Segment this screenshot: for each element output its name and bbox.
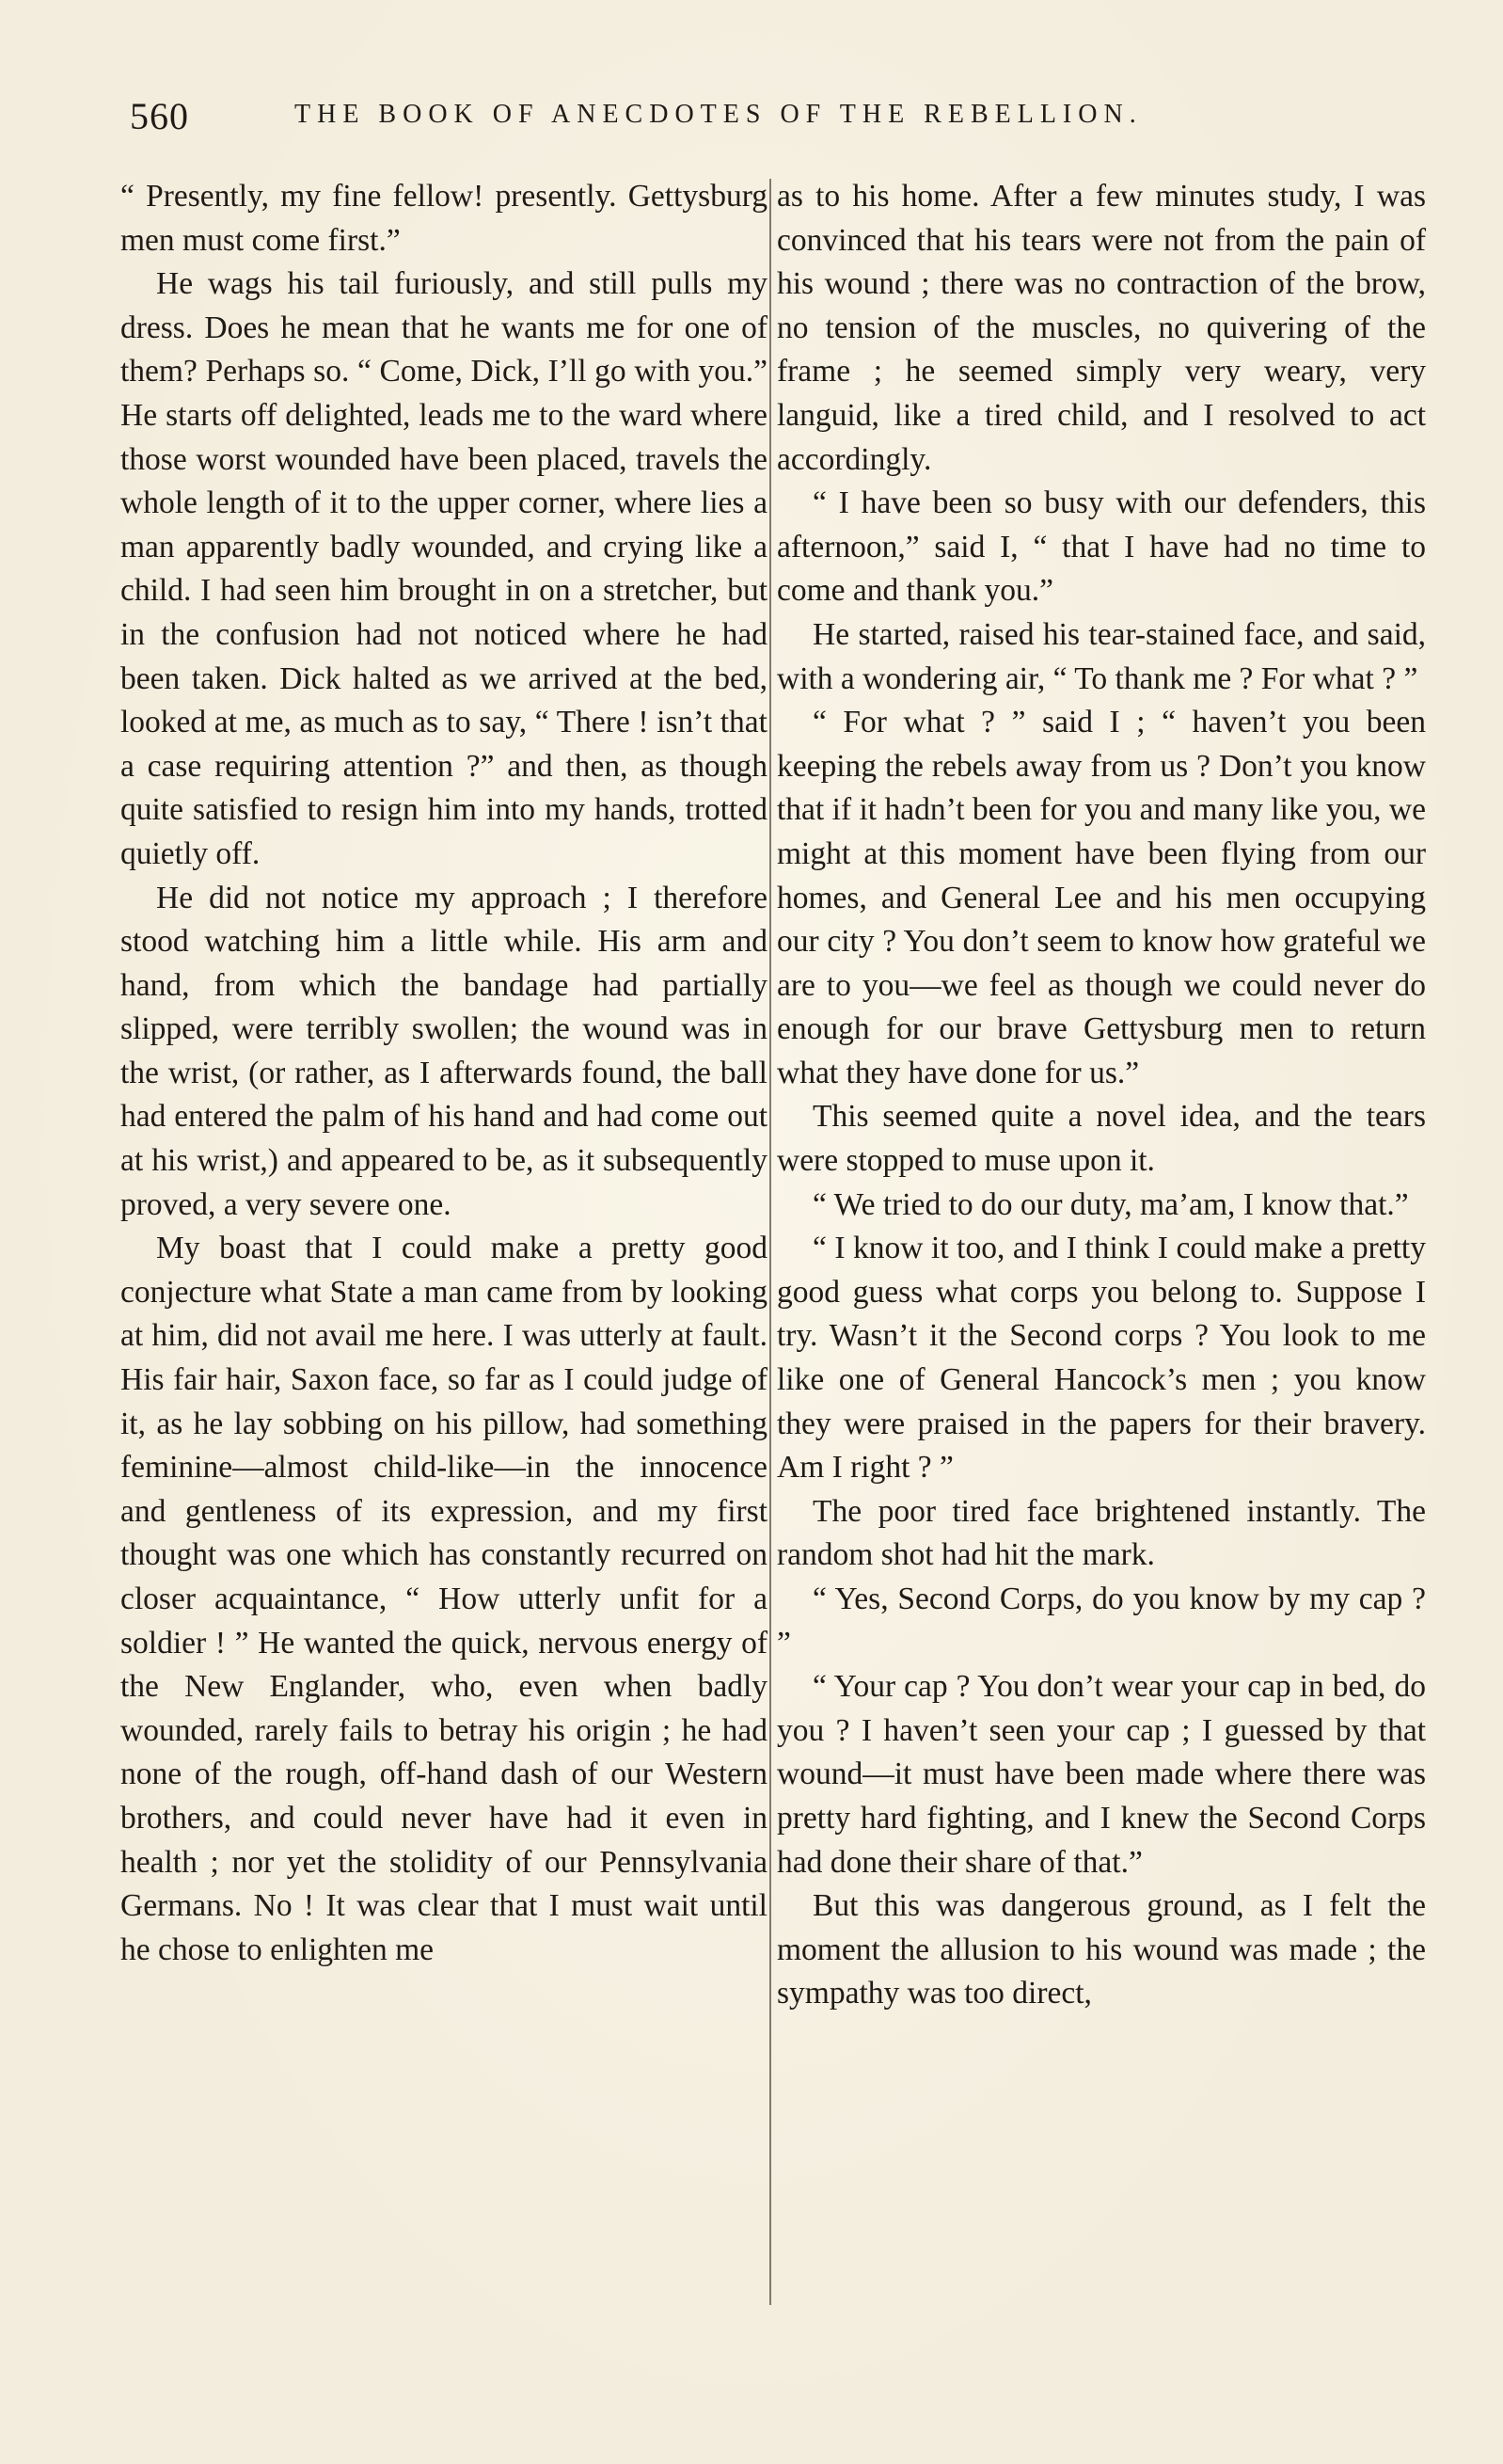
paragraph: “ Your cap ? You don’t wear your cap in bed, do you ? I haven’t seen your cap ; I guessed by that wound—it must have been made where there was pretty hard fighting, and I knew the Second Corps had done their share of that.” — [777, 1669, 1426, 1880]
paragraph: But this was dangerous ground, as I felt the moment the allusion to his wound was made ; the sympathy was too direct, — [777, 1888, 1426, 2011]
right-column — [777, 175, 1426, 2016]
paragraph: “ Yes, Second Corps, do you know by my cap ? ” — [777, 1582, 1426, 1661]
paragraph: as to his home. After a few minutes study, I was convinced that his tears were not from the pain of his wound ; there was no contraction of the brow, no tension of the muscles, no quivering of the frame ; he seemed simply very weary, very languid, like a tired child, and I resolved to act accordingly. — [777, 179, 1426, 477]
paragraph: This seemed quite a novel idea, and the tears were stopped to muse upon it. — [777, 1099, 1426, 1179]
paragraph: He started, raised his tear-stained face, and said, with a wondering air, “ To thank me ? For what ? ” — [777, 616, 1426, 696]
left-column — [120, 175, 767, 1972]
running-title: THE BOOK OF ANECDOTES OF THE REBELLION. — [294, 100, 1143, 129]
paragraph: “ I know it too, and I think I could make a pretty good guess what corps you belong to. Suppose I try. Wasn’t it the Second corps ? You look to me like one of General Hancock’s men ; you know they were praised in the papers for their bravery. Am I right ? ” — [777, 1231, 1426, 1486]
page-number: 560 — [130, 95, 189, 137]
paragraph: He did not notice my approach ; I therefore stood watching him a little while. His arm and hand, from which the bandage had partially slipped, were terribly swollen; the wound was in the wrist, (or rather, as I afterwards found, the ball had entered the palm of his hand and had come out at his wrist,) and appeared to be, as it subsequently proved, a very severe one. — [120, 880, 767, 1222]
column-divider — [769, 179, 771, 2305]
paragraph: The poor tired face brightened instantly. The random shot had hit the mark. — [777, 1493, 1426, 1573]
paragraph: “ Presently, my fine fellow! presently. Gettysburg men must come first.” — [120, 179, 767, 258]
paragraph: My boast that I could make a pretty good conjecture what State a man came from by looking at him, did not avail me here. I was utterly at fault. His fair hair, Saxon face, so far as I could judge of it, as he lay sobbing on his pillow, had something feminine—almost child-like—in the innocence and gentleness of its expression, and my first thought was one which has constantly recurred on closer acquaintance, “ How utterly unfit for a soldier ! ” He wanted the quick, nervous energy of the New Englander, who, even when badly wounded, rarely fails to betray his origin ; he had none of the rough, off-hand dash of our Western brothers, and could never have had it even in health ; nor yet the stolidity of our Pennsylvania Germans. No ! It was clear that I must wait until he chose to enlighten me — [120, 1231, 767, 1967]
paragraph: He wags his tail furiously, and still pulls my dress. Does he mean that he wants me for one of them? Perhaps so. “ Come, Dick, I’ll go with you.” He starts off delighted, leads me to the ward where those worst wounded have been placed, travels the whole length of it to the upper corner, where lies a man apparently badly wounded, and crying like a child. I had seen him brought in on a stretcher, but in the confusion had not noticed where he had been taken. Dick halted as we arrived at the bed, looked at me, as much as to say, “ There ! isn’t that a case requiring attention ?” and then, as though quite satisfied to resign him into my hands, trotted quietly off. — [120, 266, 767, 871]
paragraph: “ For what ? ” said I ; “ haven’t you been keeping the rebels away from us ? Don’t you know that if it hadn’t been for you and many like you, we might at this moment have been flying from our homes, and General Lee and his men occupying our city ? You don’t seem to know how grateful we are to you—we feel as though we could never do enough for our brave Gettysburg men to return what they have done for us.” — [777, 705, 1426, 1090]
paragraph: “ We tried to do our duty, ma’am, I know that.” — [813, 1186, 1409, 1222]
paragraph: “ I have been so busy with our defenders, this afternoon,” said I, “ that I have had no time to come and thank you.” — [777, 485, 1426, 609]
page-header — [130, 94, 1428, 151]
